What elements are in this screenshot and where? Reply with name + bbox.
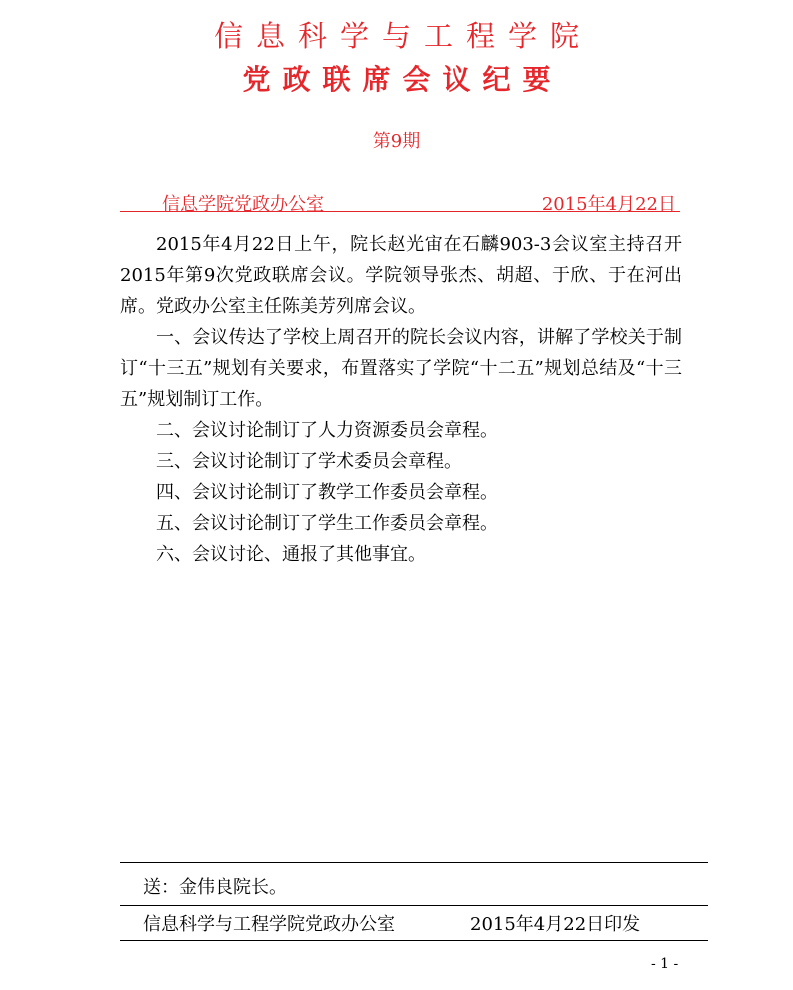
agenda-item-4: 四、会议讨论制订了教学工作委员会章程。 bbox=[156, 482, 498, 503]
red-separator-line bbox=[120, 211, 680, 212]
footer-top-rule bbox=[120, 862, 708, 863]
printing-date: 2015年4月22日印发 bbox=[470, 914, 641, 935]
agenda-item-2: 二、会议讨论制订了人力资源委员会章程。 bbox=[156, 420, 498, 441]
printing-office: 信息科学与工程学院党政办公室 bbox=[143, 914, 395, 935]
issue-number: 第9期 bbox=[372, 131, 421, 152]
intro-paragraph: 2015年4月22日上午，院长赵光宙在石麟903-3会议室主持召开2015年第9次党政联席会议。学院领导张杰、胡超、于欣、于在河出席。党政办公室主任陈美芳列席会议。 bbox=[120, 234, 682, 317]
agenda-item-1: 一、会议传达了学校上周召开的院长会议内容，讲解了学校关于制订“十三五”规划有关要求，布置落实了学院“十二五”规划总结及“十三五”规划制订工作。 bbox=[120, 327, 682, 410]
agenda-item-3: 三、会议讨论制订了学术委员会章程。 bbox=[156, 451, 462, 472]
issuer-office: 信息学院党政办公室 bbox=[162, 194, 324, 215]
issuer-row bbox=[120, 190, 680, 215]
issue-date: 2015年4月22日 bbox=[541, 194, 676, 215]
institution-title: 信息科学与工程学院 bbox=[213, 19, 592, 53]
agenda-item-6: 六、会议讨论、通报了其他事宜。 bbox=[156, 544, 426, 565]
minutes-body bbox=[120, 229, 682, 570]
agenda-item-5: 五、会议讨论制订了学生工作委员会章程。 bbox=[156, 513, 498, 534]
footer-bottom-rule bbox=[120, 940, 708, 941]
page-number: - 1 - bbox=[651, 956, 679, 972]
footer-middle-rule bbox=[120, 905, 708, 906]
distribution-line: 送：金伟良院长。 bbox=[143, 877, 287, 898]
document-type-title: 党政联席会议纪要 bbox=[242, 63, 563, 96]
